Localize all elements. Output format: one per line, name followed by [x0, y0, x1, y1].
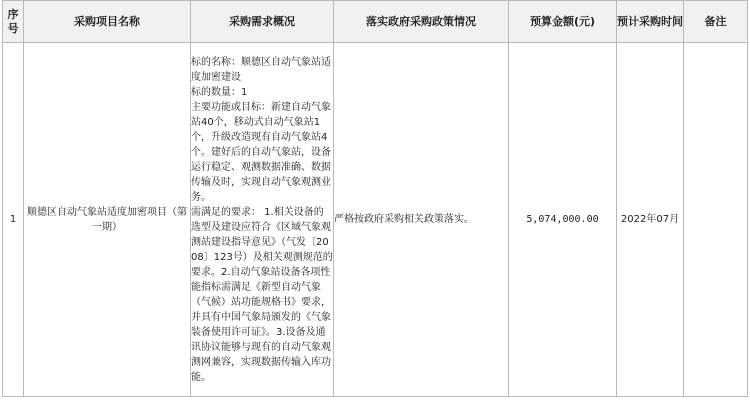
table-header-row [3, 1, 748, 43]
header-policy: 落实政府采购政策情况 [334, 1, 509, 43]
cell-requirements: 标的名称：顺德区自动气象站适度加密建设 标的数量：1 主要功能或目标：新建自动气象站40个，移动式自动气象站1个，升级改造现有自动气象站4个。建好后的自动气象站，设备运行稳定、观测数据准确、数据传输及时，实现自动气象观测业务。 需满足的要求： 1.相关设备的选型及建设应符合《区域气象观测站建设指导意见》（气发〔2008〕123号）及相关观测规范的要求。2.自动气象站设备各项性能指标需满足《新型自动气象（气候）站功能规格书》要求，并具有中国气象局颁发的《气象装备使用许可证》。3.设备及通讯协议能够与现有的自动气象观测网兼容，实现数据传输入库功能。 [191, 43, 334, 397]
cell-remarks [684, 43, 748, 397]
cell-serial-no: 1 [3, 43, 24, 397]
procurement-table-wrapper [2, 0, 747, 397]
procurement-plan-table [2, 0, 748, 397]
header-project-name: 采购项目名称 [24, 1, 191, 43]
header-requirements: 采购需求概况 [191, 1, 334, 43]
header-expected-date: 预计采购时间 [617, 1, 684, 43]
table-row [3, 43, 748, 397]
header-budget: 预算金额(元) [509, 1, 617, 43]
cell-expected-date: 2022年07月 [617, 43, 684, 397]
header-remarks: 备注 [684, 1, 748, 43]
cell-project-name: 顺德区自动气象站适度加密项目（第一期） [24, 43, 191, 397]
cell-budget: 5,074,000.00 [509, 43, 617, 397]
header-serial-no: 序号 [3, 1, 24, 43]
cell-policy: 严格按政府采购相关政策落实。 [334, 43, 509, 397]
